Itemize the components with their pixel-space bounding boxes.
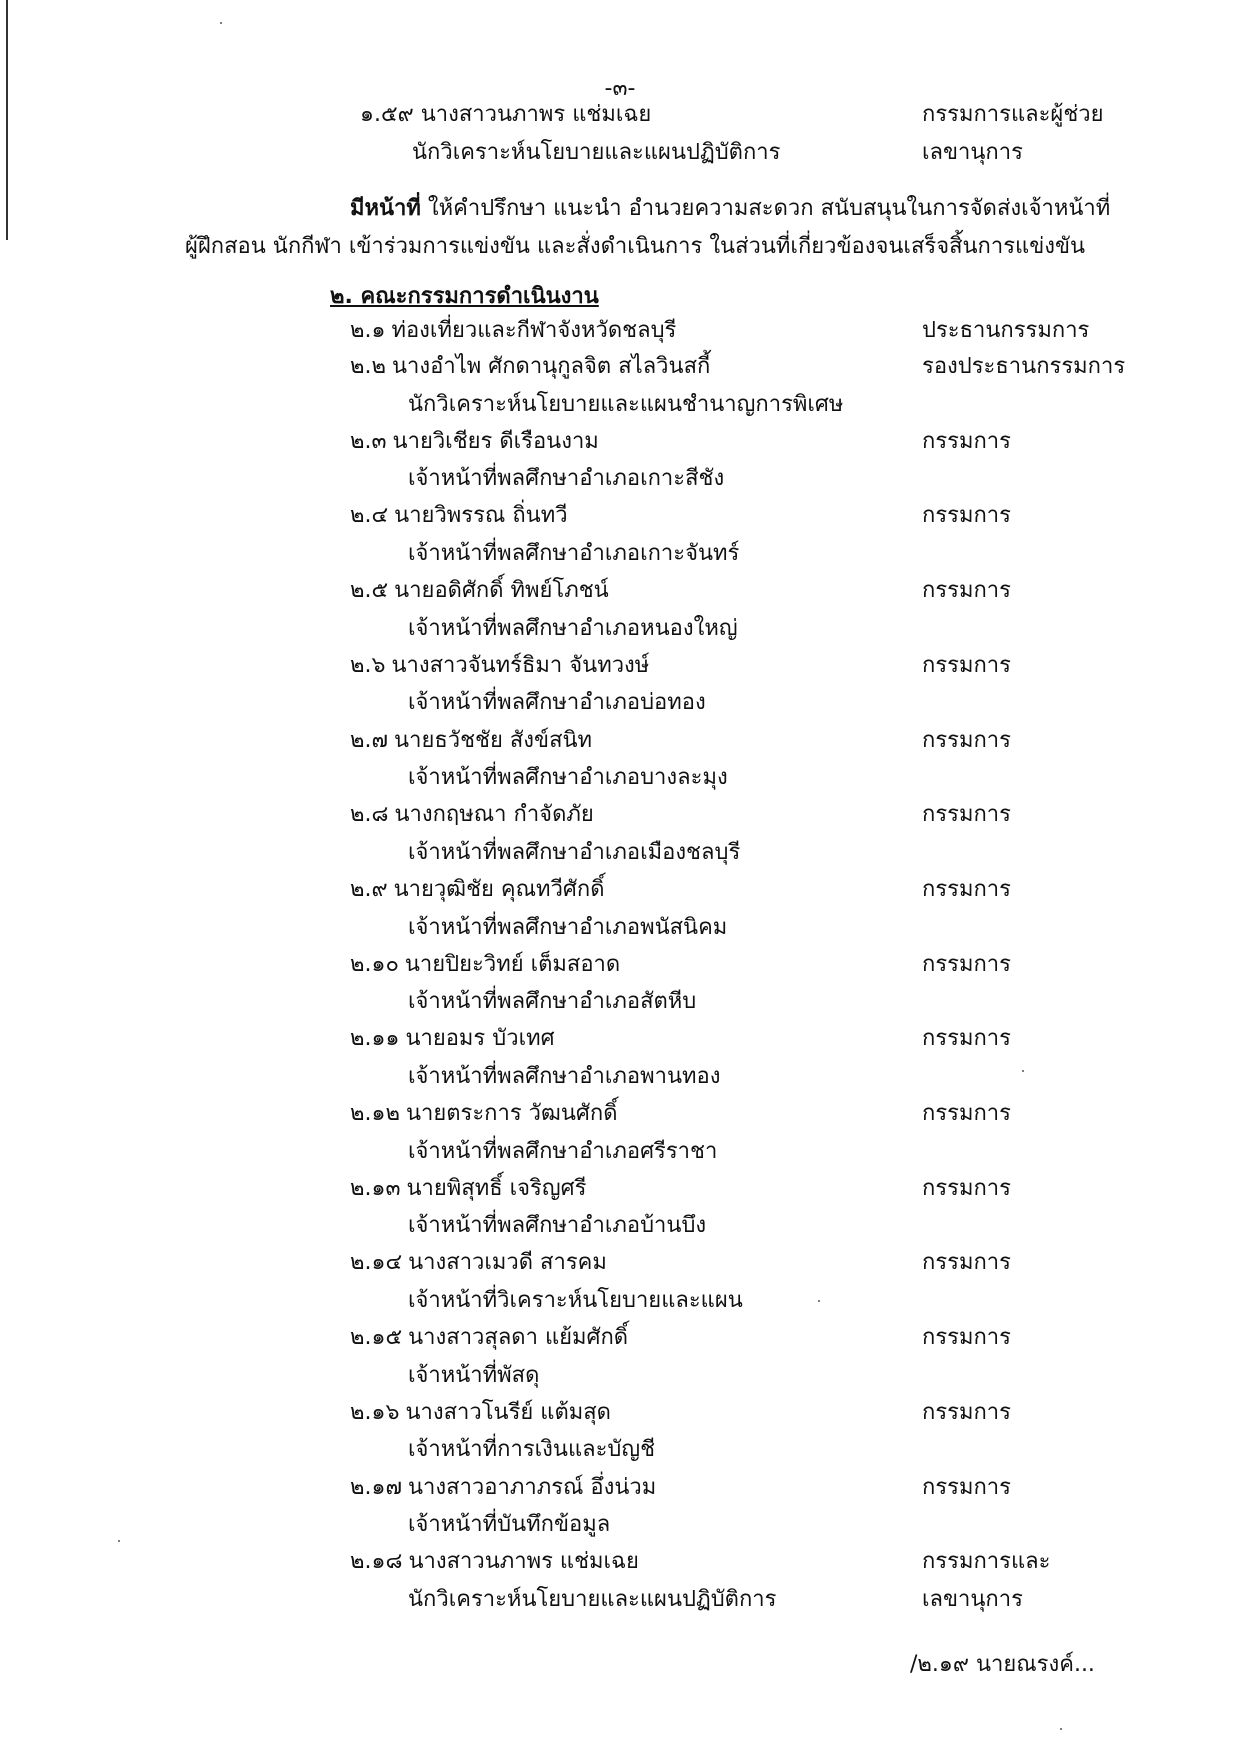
entry-name: นายธวัชชัย สังข์สนิท: [394, 727, 593, 753]
committee-entry-line: [350, 1099, 618, 1129]
top-entry-role: กรรมการและผู้ช่วย: [922, 102, 1104, 127]
duty-label: มีหน้าที่: [350, 196, 421, 221]
top-entry-position: นักวิเคราะห์นโยบายและแผนปฏิบัติการ: [412, 140, 781, 165]
committee-entry-line: [350, 800, 594, 830]
page-number: -๓-: [604, 76, 636, 101]
entry-role: กรรมการ: [922, 428, 1011, 454]
committee-entry-line: [350, 352, 710, 382]
entry-name: นายวิเชียร ดีเรือนงาม: [392, 428, 599, 454]
entry-role-line2: เลขานุการ: [922, 1586, 1023, 1612]
section-heading: ๒. คณะกรรมการดำเนินงาน: [330, 284, 599, 309]
committee-entry-line: [350, 427, 599, 457]
entry-position: เจ้าหน้าที่พลศึกษาอำเภอศรีราชา: [408, 1138, 718, 1164]
entry-position: นักวิเคราะห์นโยบายและแผนปฏิบัติการ: [408, 1586, 777, 1612]
entry-name: นางสาวจันทร์ธิมา จันทวงษ์: [391, 652, 650, 678]
entry-name: นางกฤษณา กำจัดภัย: [394, 802, 594, 828]
entry-name: นายวิพรรณ ถิ่นทวี: [394, 503, 568, 529]
entry-position: เจ้าหน้าที่พลศึกษาอำเภอพนัสนิคม: [408, 914, 728, 940]
entry-role: กรรมการ: [922, 802, 1011, 828]
entry-role: กรรมการและ: [922, 1549, 1051, 1575]
entry-number: ๒.๗: [350, 727, 389, 753]
entry-position: เจ้าหน้าที่พลศึกษาอำเภอเมืองชลบุรี: [408, 839, 741, 865]
top-entry-line: [360, 100, 651, 130]
entry-position: นักวิเคราะห์นโยบายและแผนชำนาญการพิเศษ: [408, 391, 844, 417]
entry-role: กรรมการ: [922, 1101, 1011, 1126]
entry-number: ๒.๘: [350, 802, 389, 828]
entry-name: นายพิสุทธิ์ เจริญศรี: [406, 1175, 587, 1201]
committee-entry-line: [350, 316, 676, 346]
entry-number: ๒.๑๔: [350, 1250, 403, 1276]
entry-role: กรรมการ: [922, 503, 1011, 529]
entry-name: นางสาวอาภาภรณ์ อึ่งน่วม: [408, 1474, 657, 1500]
entry-name: นายปิยะวิทย์ เต็มสอาด: [404, 951, 621, 977]
entry-name: นางอำไพ ศักดานุกูลจิต สไลวินสกี้: [392, 354, 711, 379]
entry-name: นายอดิศักดิ์ ทิพย์โภชน์: [394, 578, 609, 604]
entry-position: เจ้าหน้าที่การเงินและบัญชี: [408, 1437, 656, 1463]
entry-position: เจ้าหน้าที่พลศึกษาอำเภอหนองใหญ่: [408, 615, 738, 641]
committee-entry-line: [350, 1547, 639, 1577]
entry-number: ๒.๑๑: [350, 1026, 400, 1052]
entry-role: ประธานกรรมการ: [922, 318, 1090, 343]
committee-entry-line: [350, 501, 568, 531]
entry-role: กรรมการ: [922, 1399, 1011, 1425]
entry-role: กรรมการ: [922, 1325, 1011, 1351]
entry-number: ๒.๕: [350, 578, 389, 604]
entry-position: เจ้าหน้าที่พลศึกษาอำเภอบ่อทอง: [408, 690, 706, 716]
committee-entry-line: [350, 1024, 555, 1054]
entry-name: นายวุฒิชัย คุณทวีศักดิ์: [393, 876, 605, 902]
committee-entry-line: [350, 1473, 656, 1503]
entry-position: เจ้าหน้าที่พลศึกษาอำเภอพานทอง: [408, 1063, 721, 1089]
committee-entry-line: [350, 726, 592, 756]
entry-position: เจ้าหน้าที่พลศึกษาอำเภอเกาะสีชัง: [408, 466, 725, 492]
entry-role: กรรมการ: [922, 727, 1011, 753]
scan-speck: [220, 22, 222, 24]
committee-entry-line: [350, 1248, 607, 1278]
scan-speck: [118, 1540, 120, 1542]
entry-number: ๒.๑๖: [350, 1399, 400, 1425]
entry-role: กรรมการ: [922, 1474, 1011, 1500]
committee-entry-line: [350, 1323, 628, 1353]
entry-name: นางสาวนภาพร แช่มเฉย: [408, 1549, 639, 1575]
entry-position: เจ้าหน้าที่พลศึกษาอำเภอสัตหีบ: [408, 989, 697, 1015]
entry-number: ๒.๑๗: [350, 1474, 403, 1500]
top-entry-role-line2: เลขานุการ: [922, 140, 1023, 165]
entry-number: ๒.๙: [350, 876, 388, 902]
entry-number: ๒.๔: [350, 503, 389, 529]
entry-number: ๒.๑๘: [350, 1549, 403, 1575]
scan-speck: [818, 1300, 820, 1302]
entry-number: ๒.๓: [350, 428, 387, 454]
entry-name: นางสาวโนรีย์ แต้มสุด: [405, 1399, 611, 1425]
entry-number: ๒.๑: [350, 318, 386, 343]
committee-entry-line: [350, 950, 620, 980]
committee-entry-line: [350, 576, 609, 606]
scan-speck: [1060, 1728, 1062, 1730]
entry-number: ๒.๑๐: [350, 951, 399, 977]
scan-speck: [1022, 1070, 1024, 1072]
entry-role: กรรมการ: [922, 1175, 1011, 1201]
committee-entry-line: [350, 1174, 586, 1204]
committee-entry-line: [350, 875, 605, 905]
next-page-reference: /๒.๑๙ นายณรงค์...: [910, 1652, 1095, 1677]
entry-position: เจ้าหน้าที่พลศึกษาอำเภอเกาะจันทร์: [408, 541, 740, 566]
entry-name: นายอมร บัวเทศ: [405, 1026, 555, 1052]
entry-position: เจ้าหน้าที่พัสดุ: [408, 1362, 540, 1388]
entry-number: ๒.๖: [350, 652, 386, 678]
entry-number: ๒.๑๓: [350, 1175, 401, 1201]
entry-role: กรรมการ: [922, 951, 1011, 977]
entry-name: นางสาวสุลดา แย้มศักดิ์: [408, 1325, 629, 1351]
entry-position: เจ้าหน้าที่พลศึกษาอำเภอบ้านบึง: [408, 1213, 707, 1239]
duty-text-line1: ให้คำปรึกษา แนะนำ อำนวยความสะดวก สนับสนุนในการจัดส่งเจ้าหน้าที่: [427, 196, 1111, 221]
entry-name: นางสาวนภาพร แช่มเฉย: [420, 102, 652, 127]
entry-number: ๒.๒: [350, 354, 386, 379]
committee-entry-line: [350, 651, 649, 681]
entry-position: เจ้าหน้าที่วิเคราะห์นโยบายและแผน: [408, 1288, 743, 1313]
entry-role: กรรมการ: [922, 876, 1011, 902]
entry-role: รองประธานกรรมการ: [922, 354, 1126, 379]
entry-number: ๒.๑๒: [350, 1101, 400, 1126]
entry-name: นายตระการ วัฒนศักดิ์: [405, 1101, 618, 1126]
entry-name: ท่องเที่ยวและกีฬาจังหวัดชลบุรี: [391, 318, 677, 343]
entry-role: กรรมการ: [922, 652, 1011, 678]
duty-paragraph: [185, 190, 1125, 266]
entry-position: เจ้าหน้าที่พลศึกษาอำเภอบางละมุง: [408, 765, 728, 791]
entry-position: เจ้าหน้าที่บันทึกข้อมูล: [408, 1512, 611, 1538]
entry-number: ๒.๑๕: [350, 1325, 403, 1351]
binding-margin-line: [6, 0, 8, 240]
entry-number: ๑.๕๙: [360, 102, 414, 127]
duty-text-line2: ผู้ฝึกสอน นักกีฬา เข้าร่วมการแข่งขัน และสั่งดำเนินการ ในส่วนที่เกี่ยวข้องจนเสร็จสิ้นการแข่งขัน: [185, 234, 1086, 259]
entry-role: กรรมการ: [922, 1026, 1011, 1052]
entry-role: กรรมการ: [922, 1250, 1011, 1276]
entry-role: กรรมการ: [922, 578, 1011, 604]
entry-name: นางสาวเมวดี สารคม: [408, 1250, 607, 1276]
committee-entry-line: [350, 1398, 611, 1428]
